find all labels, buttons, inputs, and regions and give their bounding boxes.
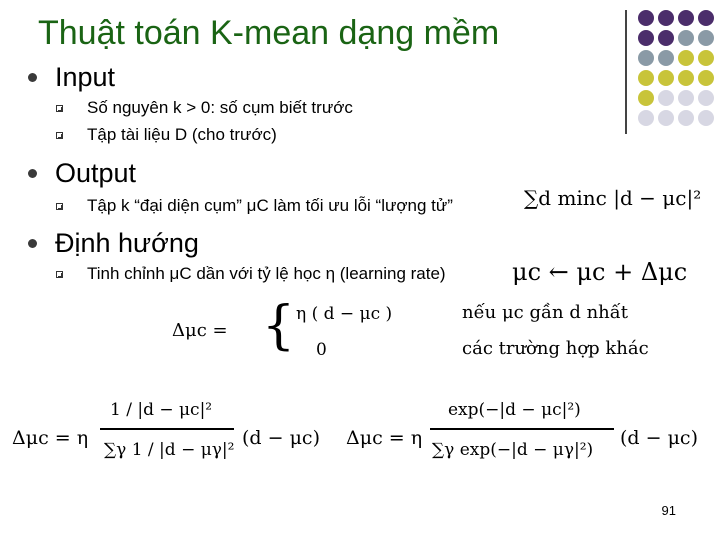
checkbox-bullet-icon (56, 203, 63, 210)
decor-dot (638, 110, 654, 126)
checkbox-bullet-icon (56, 105, 63, 112)
decor-dot (678, 30, 694, 46)
fraction-bar (430, 428, 614, 430)
decor-dot (678, 110, 694, 126)
exp-lhs: Δμc = η (346, 427, 423, 449)
decor-dot (698, 70, 714, 86)
decor-dot (698, 50, 714, 66)
inverse-lhs: Δμc = η (12, 427, 89, 449)
case1-condition: nếu μc gần d nhất (462, 302, 629, 323)
sub-bullet: Tinh chỉnh μC dần với tỷ lệ học η (learning rate) (56, 264, 446, 284)
bullet-input: Input (28, 62, 115, 93)
decor-dot (658, 110, 674, 126)
decor-dot (678, 10, 694, 26)
bullet-direction: Định hướng (28, 228, 199, 259)
slide-title: Thuật toán K-mean dạng mềm (38, 14, 500, 52)
exp-denominator: ∑γ exp(−|d − μγ|²) (432, 440, 594, 460)
sub-bullet: Tập tài liệu D (cho trước) (56, 125, 277, 145)
decor-dot (698, 30, 714, 46)
inverse-denominator: ∑γ 1 / |d − μγ|² (104, 440, 235, 460)
decor-dot (698, 90, 714, 106)
page-number: 91 (661, 503, 676, 518)
decor-dot (678, 70, 694, 86)
decor-dot (658, 10, 674, 26)
decor-dot (658, 30, 674, 46)
sub-bullet: Tập k “đại diện cụm” μC làm tối ưu lỗi “lượng tử” (56, 196, 453, 216)
decor-dot (638, 70, 654, 86)
case2-condition: các trường hợp khác (462, 338, 649, 359)
bullet-dot (28, 73, 37, 82)
update-formula: μc ← μc + Δμc (512, 258, 688, 286)
case1-expr: η ( d − μc ) (296, 304, 393, 324)
decor-dot (678, 50, 694, 66)
decor-dot (658, 90, 674, 106)
decor-dot (638, 90, 654, 106)
decor-dot (658, 70, 674, 86)
brace: { (262, 296, 296, 356)
decor-divider (625, 10, 627, 134)
inverse-numerator: 1 / |d − μc|² (110, 400, 213, 420)
checkbox-bullet-icon (56, 271, 63, 278)
bullet-dot (28, 239, 37, 248)
bullet-output: Output (28, 158, 136, 189)
decor-dot (698, 110, 714, 126)
sub-bullet: Số nguyên k > 0: số cụm biết trước (56, 98, 353, 118)
decor-dot (678, 90, 694, 106)
decor-dot-grid (636, 8, 720, 138)
exp-tail: (d − μc) (620, 427, 698, 449)
checkbox-bullet-icon (56, 132, 63, 139)
bullet-dot (28, 169, 37, 178)
decor-dot (658, 50, 674, 66)
case2-expr: 0 (316, 340, 327, 360)
decor-dot (638, 50, 654, 66)
objective-formula: ∑d minc |d − μc|² (524, 186, 702, 210)
delta-lhs: Δμc = (172, 320, 228, 341)
decor-dot (638, 10, 654, 26)
exp-numerator: exp(−|d − μc|²) (448, 400, 581, 420)
fraction-bar (100, 428, 234, 430)
inverse-tail: (d − μc) (242, 427, 320, 449)
decor-dot (638, 30, 654, 46)
decor-dot (698, 10, 714, 26)
